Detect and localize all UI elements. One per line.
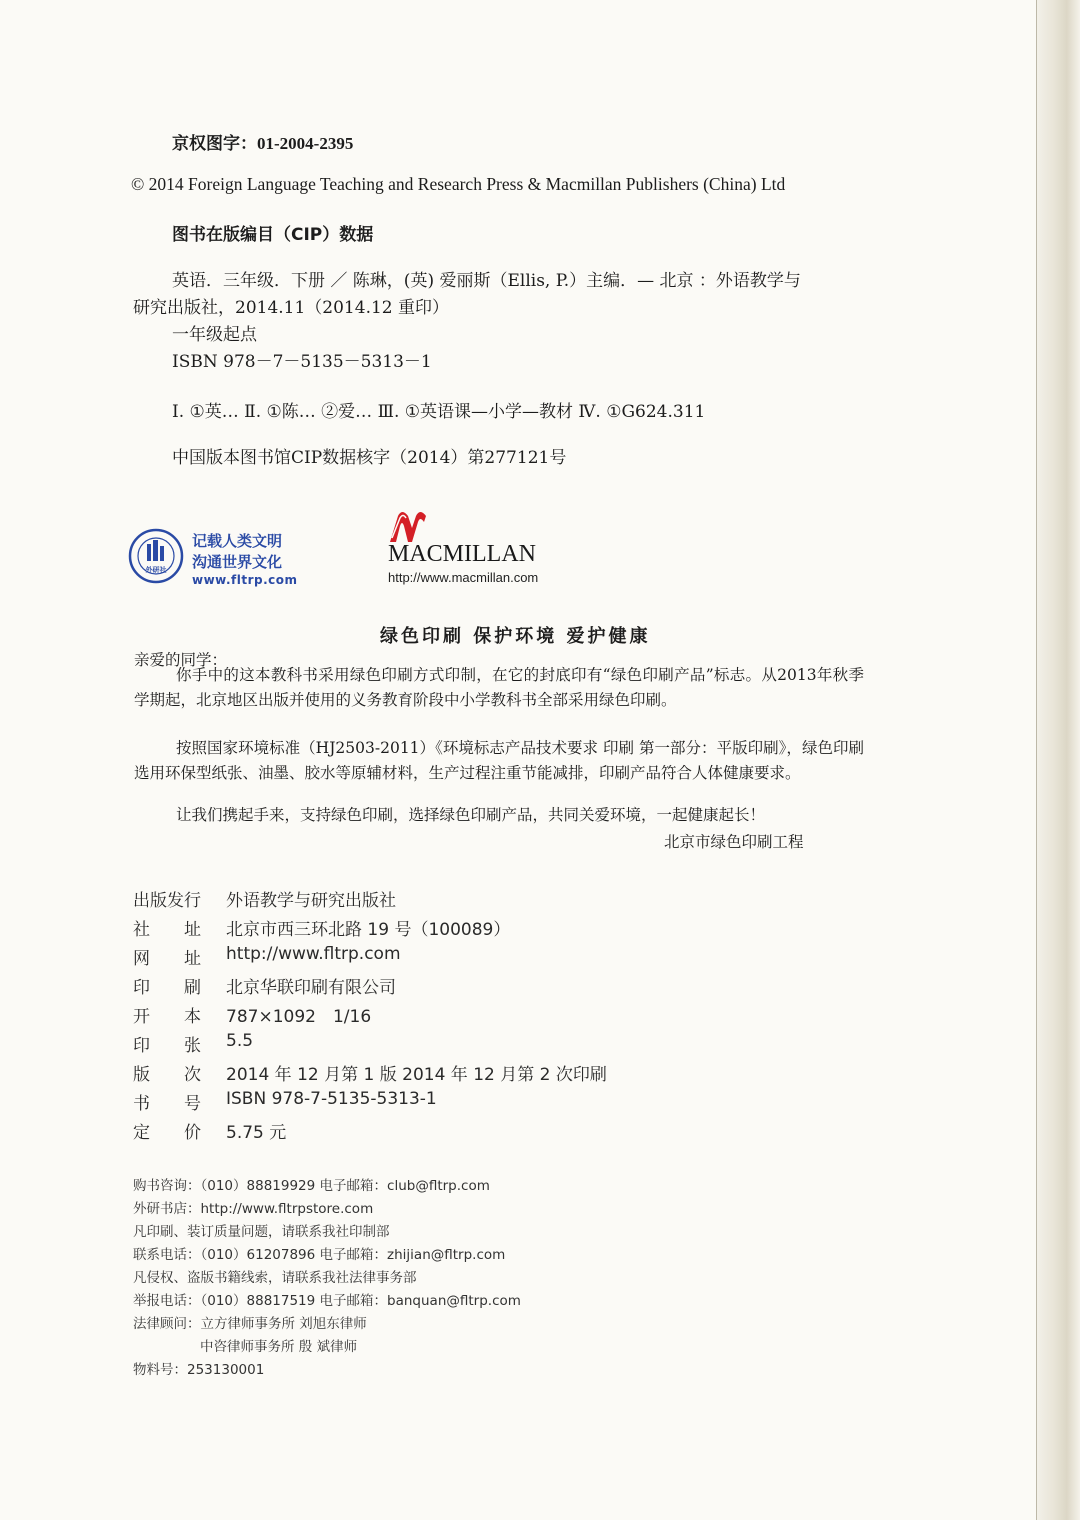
copyright-notice: © 2014 Foreign Language Teaching and Research Press & Macmillan Publishers (China) Ltd (131, 174, 786, 194)
permit-label: 京权图字： (172, 134, 257, 154)
fltrp-url: www.fltrp.com (192, 573, 298, 587)
pub-label-sheets: 印 张 (133, 1036, 201, 1056)
permit-line (172, 129, 353, 154)
cip-classification: Ⅰ. ①英… Ⅱ. ①陈… ②爱… Ⅲ. ①英语课—小学—教材 Ⅳ. ①G624.311 (172, 402, 706, 422)
cip-verification: 中国版本图书馆CIP数据核字（2014）第277121号 (172, 448, 567, 468)
pub-value-website: http://www.fltrp.com (226, 944, 401, 964)
macmillan-wordmark: MACMILLAN (388, 541, 536, 567)
page-edge (1036, 0, 1080, 1520)
fltrp-slogan-1: 记载人类文明 (192, 532, 283, 550)
pub-label-edition: 版 次 (133, 1065, 201, 1085)
notice-paragraph-1: 你手中的这本教科书采用绿色印刷方式印制，在它的封底印有“绿色印刷产品”标志。从2013年秋季学期起，北京地区出版并使用的义务教育阶段中小学教科书全部采用绿色印刷。 (134, 666, 864, 709)
pub-value-sheets: 5.5 (226, 1031, 254, 1051)
macmillan-flame-icon (388, 508, 428, 544)
contact-line-quality: 凡印刷、装订质量问题，请联系我社印制部 (133, 1224, 390, 1240)
contact-line-quality-phone: 联系电话：（010）61207896 电子邮箱：zhijian@fltrp.com (133, 1247, 506, 1263)
cip-entry-isbn: ISBN 978－7－5135－5313－1 (172, 352, 432, 372)
permit-number: 01-2004-2395 (257, 134, 354, 153)
page-edge-line (1036, 0, 1037, 1520)
notice-paragraph-3: 让我们携起手来，支持绿色印刷，选择绿色印刷产品，共同关爱环境，一起健康起长！ (176, 806, 766, 824)
pub-label-printer: 印 刷 (133, 978, 201, 998)
contact-line-legal-1: 法律顾问：立方律师事务所 刘旭东律师 (133, 1316, 367, 1332)
pub-label-isbn: 书 号 (133, 1094, 201, 1114)
cip-heading: 图书在版编目（CIP）数据 (172, 225, 374, 245)
pub-value-price: 5.75 元 (226, 1123, 287, 1143)
pub-label-website: 网 址 (133, 949, 201, 969)
pub-label-publisher: 出版发行 (133, 891, 201, 911)
fltrp-seal-text: 外研社 (145, 566, 167, 574)
contact-line-report-phone: 举报电话：（010）88817519 电子邮箱：banquan@fltrp.com (133, 1293, 521, 1309)
contact-line-store: 外研书店：http://www.fltrpstore.com (133, 1201, 374, 1217)
cip-entry-line1: 英语．三年级．下册 ／ 陈琳，(英) 爱丽斯（Ellis, P.）主编．— 北京 ：外语教学与 (172, 271, 801, 291)
pub-value-isbn: ISBN 978-7-5135-5313-1 (226, 1089, 437, 1109)
pub-value-address: 北京市西三环北路 19 号（100089） (226, 920, 511, 940)
pub-value-edition: 2014 年 12 月第 1 版 2014 年 12 月第 2 次印刷 (226, 1065, 607, 1085)
notice-salutation: 亲爱的同学： (134, 651, 228, 669)
notice-paragraph-2: 按照国家环境标准（HJ2503-2011）《环境标志产品技术要求 印刷 第一部分：平版印刷》，绿色印刷选用环保型纸张、油墨、胶水等原辅材料，生产过程注重节能减排，印刷产品符合人体健康要求。 (134, 739, 864, 782)
pub-label-address: 社 址 (133, 920, 201, 940)
fltrp-seal-logo (128, 528, 184, 584)
contact-line-material-no: 物料号：253130001 (133, 1362, 265, 1378)
contact-line-purchase: 购书咨询：（010）88819929 电子邮箱：club@fltrp.com (133, 1178, 490, 1194)
fltrp-slogan-2: 沟通世界文化 (192, 553, 283, 571)
pub-label-format: 开 本 (133, 1007, 201, 1027)
notice-title: 绿色印刷 保护环境 爱护健康 (380, 626, 651, 647)
cip-entry-line2: 研究出版社，2014.11（2014.12 重印） (133, 298, 450, 318)
notice-signature: 北京市绿色印刷工程 (664, 833, 804, 851)
pub-label-price: 定 价 (133, 1123, 201, 1143)
pub-value-printer: 北京华联印刷有限公司 (226, 978, 396, 998)
contact-line-legal-2: 中咨律师事务所 殷 斌律师 (200, 1339, 358, 1355)
cip-entry-line3: 一年级起点 (172, 325, 257, 345)
contact-line-piracy: 凡侵权、盗版书籍线索，请联系我社法律事务部 (133, 1270, 417, 1286)
pub-value-publisher: 外语教学与研究出版社 (226, 891, 396, 911)
pub-value-format: 787×1092 1/16 (226, 1007, 372, 1027)
macmillan-url: http://www.macmillan.com (388, 570, 539, 585)
